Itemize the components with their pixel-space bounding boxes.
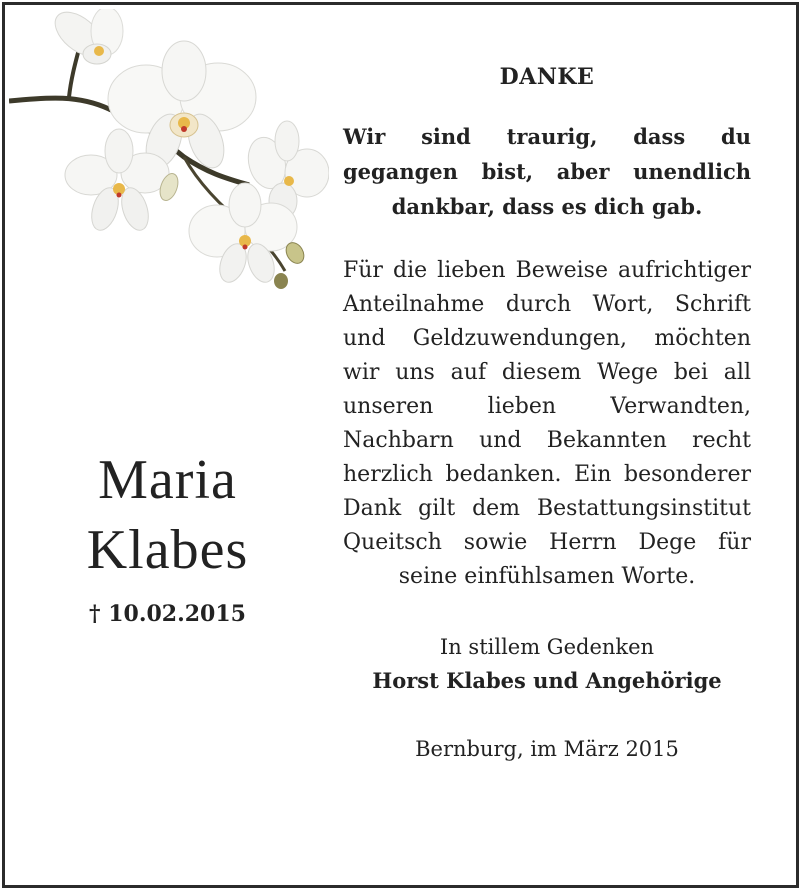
obituary-frame bbox=[2, 2, 799, 888]
notice-body: Für die lieben Beweise aufrichtiger Anteilnahme durch Wort, Schrift und Geldzuwendungen, möchten wir uns auf diesem Wege bei all unseren lieben Verwandten, Nachbarn und Bekannten recht herzlich bedanken. Ein besonderer Dank gilt dem Bestattungsinstitut Queitsch sowie Herrn Dege für seine einfühlsamen Worte. bbox=[343, 258, 751, 589]
white-orchid-icon bbox=[9, 9, 329, 299]
closing-line: In stillem Gedenken bbox=[439, 635, 655, 659]
signers: Horst Klabes und Angehörige bbox=[372, 668, 722, 693]
deceased-last-name: Klabes bbox=[86, 519, 249, 581]
notice-text-column bbox=[343, 55, 751, 766]
deceased-block bbox=[25, 445, 310, 627]
death-date-line bbox=[25, 601, 310, 627]
closing-block bbox=[343, 630, 751, 698]
notice-quote: Wir sind traurig, dass du gegangen bist, aber unendlich dankbar, dass es dich gab. bbox=[343, 124, 751, 219]
cross-icon: † bbox=[89, 601, 101, 627]
deceased-first-name: Maria bbox=[98, 449, 237, 511]
place-date: Bernburg, im März 2015 bbox=[415, 737, 679, 761]
death-date: 10.02.2015 bbox=[108, 601, 246, 627]
notice-title: DANKE bbox=[499, 64, 595, 90]
